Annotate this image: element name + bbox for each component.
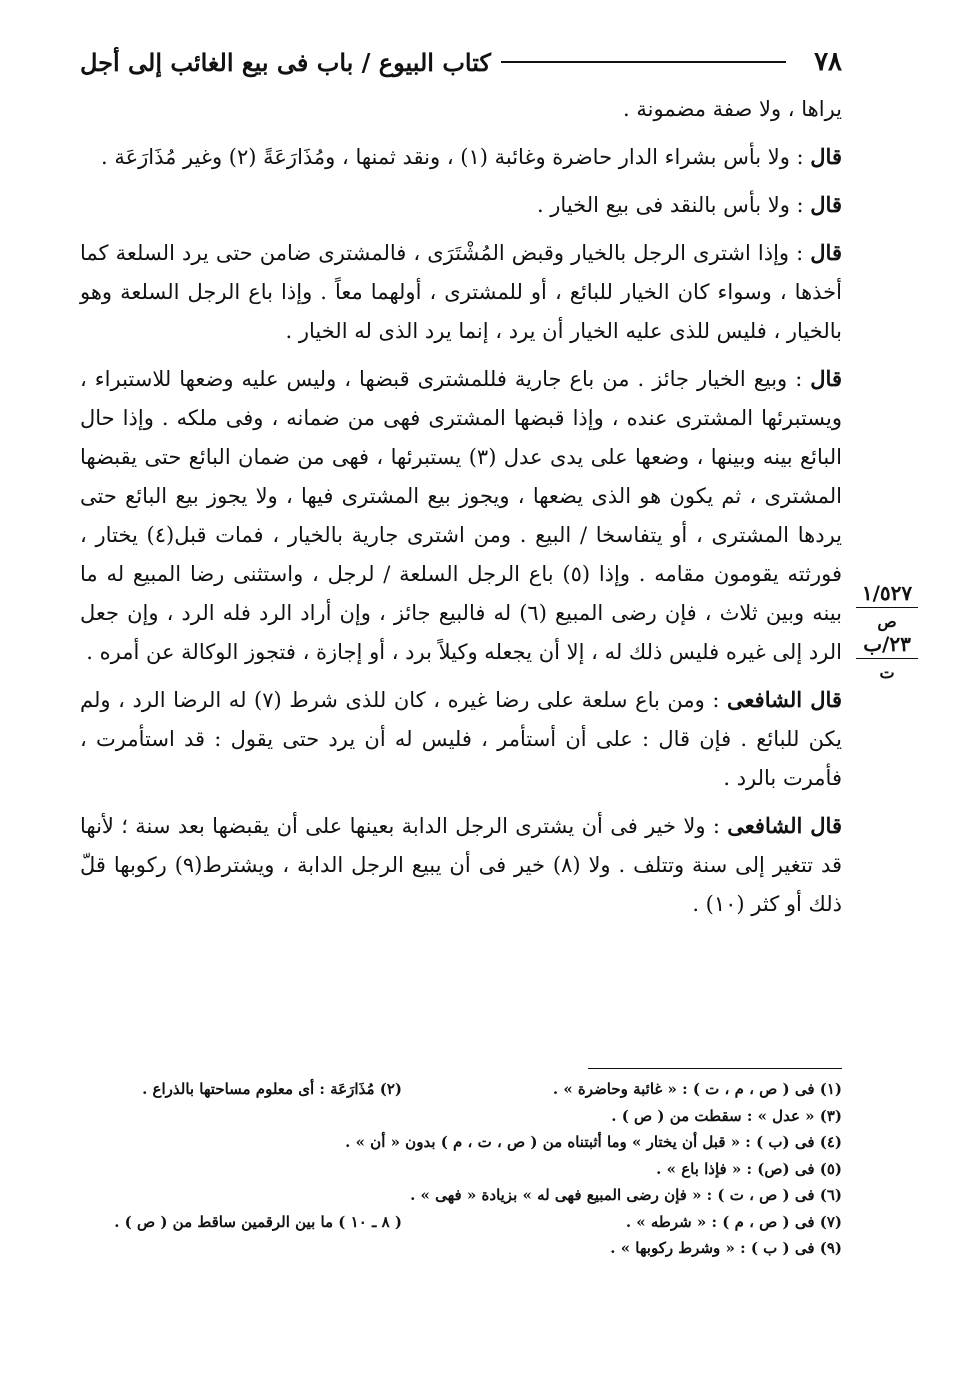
paragraph-text: : ولا خير فى أن يشترى الرجل الدابة بعينها على أن يقبضها بعد سنة ؛ لأنها قد تتغير إلى سنة وتتلف . ولا (٨) خير فى أن يبيع الرجل الدابة ، ويشترط(٩) ركوبها قلّ ذلك أو كثر (١٠) . (80, 814, 843, 916)
paragraph-lead: قال (810, 192, 842, 217)
footnote-row (100, 1076, 842, 1103)
header-rule (501, 61, 786, 63)
footnote: (١) فى ( ص ، م ، ت ) : « غائبة وحاضرة » . (552, 1080, 842, 1098)
manuscript-siglum: ص (877, 612, 897, 631)
paragraph-lead: قال (810, 144, 842, 169)
paragraph (80, 806, 842, 924)
footnote-row (100, 1156, 842, 1183)
paragraph-lead: قال الشافعى (727, 813, 842, 838)
paragraph (80, 90, 842, 129)
footnote: (٥) فى (ص) : « فإذا باع » . (656, 1159, 842, 1178)
folio-ref: ١/٥٢٧ (861, 581, 913, 605)
footnote: (٣) « عدل » : سقطت من ( ص ) . (611, 1106, 842, 1125)
paragraph (80, 233, 842, 351)
paragraph-text: : ومن باع سلعة على رضا غيره ، كان للذى شرط (٧) له الرضا الرد ، ولم يكن للبائع . فإن قال : على أن أستأمر ، فليس له أن يرد حتى يقول : قد استأمرت ، فأمرت بالرد . (80, 688, 842, 790)
page-header (80, 40, 842, 84)
footnote: (٦) فى ( ص ، ت ) : « فإن رضى المبيع فهى له » بزيادة « فهى » . (410, 1186, 842, 1204)
paragraph-lead: قال (810, 240, 842, 265)
paragraph-text: يراها ، ولا صفة مضمونة . (623, 97, 842, 121)
page-number: ٧٨ (814, 47, 842, 77)
paragraph (80, 359, 842, 672)
paragraph-text: : ولا بأس بالنقد فى بيع الخيار . (536, 193, 804, 217)
paragraph-text: : وبيع الخيار جائز . من باع جارية فللمشترى قبضها ، وليس عليه وضعها للاستبراء ، ويستبرئها المشترى عنده ، وإذا قبضها المشترى فهى من ضمانه ، وفى ملكه . وإذا حال البائع بينه وبينها ، وضعها على يدى عدل (٣) يستبرئها ، فهى من ضمان البائع حتى يقبضها المشترى ، ثم يكون هو الذى يضعها ، ويجوز بيع المشترى فيها ، ولا يجوز بيع البائع حتى يردها المشترى ، أو يتفاسخا / البيع . ومن اشترى جارية بالخيار ، فمات قبل(٤) يختار ، فورثته يقومون مقامه . وإذا (٥) باع الرجل السلعة / لرجل ، واستثنى رضا المبيع له ما بينه وبين ثلاث ، فإن رضى المبيع (٦) له فالبيع جائز ، وإن أراد الرد فله الرد ، وإن جعل الرد إلى غيره فليس ذلك له ، إلا أن يجعله وكيلاً برد ، أو إجازة ، فتجوز الوكالة عن أمره . (80, 367, 842, 664)
paragraph (80, 137, 842, 177)
running-title: كتاب البيوع / باب فى بيع الغائب إلى أجل (80, 47, 491, 77)
paragraph (80, 680, 842, 798)
footnote-row (100, 1209, 842, 1236)
folio-rule (856, 658, 918, 659)
footnote: (٢) مُذَارَعَة : أى معلوم مساحتها بالذراع . (142, 1080, 402, 1098)
footnote: (٧) فى ( ص ، م ) : « شرطه » . (625, 1212, 842, 1231)
footnote-row (100, 1182, 842, 1209)
footnote: (٤) فى (ب ) : « قبل أن يختار » وما أثبتناه من ( ص ، ت ، م ) بدون « أن » . (345, 1133, 842, 1151)
margin-folio-note (852, 582, 922, 684)
footnote-row (100, 1103, 842, 1130)
footnote: ( ٨ ـ ١٠ ) ما بين الرقمين ساقط من ( ص ) . (114, 1212, 402, 1231)
paragraph (80, 185, 842, 225)
paragraph-lead: قال الشافعى (727, 687, 842, 712)
folio-rule (856, 607, 918, 608)
paragraph-text: : وإذا اشترى الرجل بالخيار وقبض المُشْتَرَى ، فالمشترى ضامن حتى يرد السلعة كما أخذها ، وسواء كان الخيار للبائع ، أو للمشترى ، أولهما معاً . وإذا باع الرجل السلعة وهو بالخيار ، فليس للذى عليه الخيار أن يرد ، إنما يرد الذى له الخيار . (80, 241, 842, 343)
paragraph-text: : ولا بأس بشراء الدار حاضرة وغائبة (١) ، ونقد ثمنها ، ومُذَارَعَةً (٢) وغير مُذَارَعَة . (101, 145, 804, 169)
footnote: (٩) فى ( ب ) : « وشرط ركوبها » . (610, 1239, 842, 1257)
footnote-row (100, 1235, 842, 1262)
paragraph-lead: قال (810, 366, 842, 391)
footnotes (100, 1076, 842, 1262)
manuscript-siglum: ت (879, 663, 895, 682)
folio-ref: ٢٣/ب (863, 632, 911, 656)
main-text (80, 90, 842, 932)
footnote-row (100, 1129, 842, 1156)
footnote-separator (588, 1068, 842, 1069)
